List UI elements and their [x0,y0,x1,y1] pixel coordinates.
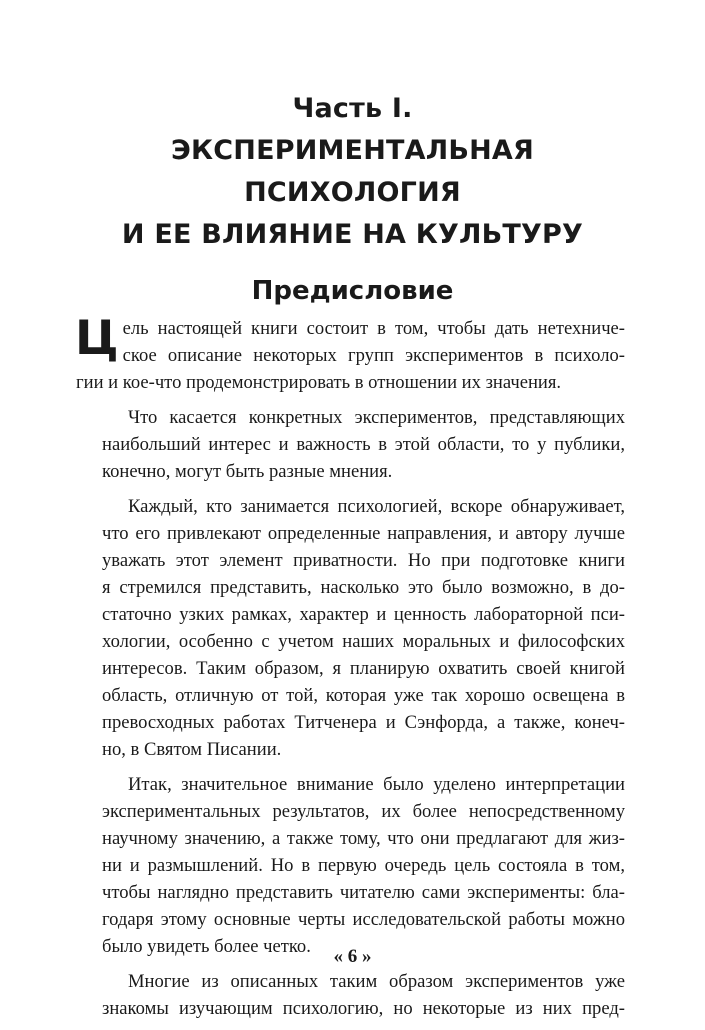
part-heading-line: ЭКСПЕРИМЕНТАЛЬНАЯ [170,135,535,166]
paragraph [76,968,625,1022]
text-line: научному значению, а также тому, что они предлагают для жиз- [102,828,625,849]
text-line: экспериментальных результатов, их более непосредственному [102,801,625,822]
paragraph [76,771,625,960]
part-heading [0,88,705,256]
text-line: наибольший интерес и важность в этой области, то у публики, [102,434,625,455]
text-line: интересов. Таким образом, я планирую охватить своей книгой [102,658,625,679]
text-line: было увидеть более четко. [102,936,311,957]
text-line: годаря этому основные черты исследовательской работы можно [102,909,625,930]
section-title: Предисловие [251,276,454,306]
paragraph [76,493,625,763]
text-line: ни и размышлений. Но в первую очередь цель состояла в том, [102,855,625,876]
drop-cap: Ц [75,311,119,366]
text-line: ское описание некоторых групп экспериментов в психоло- [122,345,625,366]
text-line: я стремился представить, насколько это было возможно, в до- [102,577,625,598]
text-line: Итак, значительное внимание было уделено интерпретации [128,774,625,795]
text-line: что его привлекают определенные направления, и автору лучше [102,523,625,544]
paragraph [76,404,625,485]
part-heading-line: ПСИХОЛОГИЯ [244,177,461,208]
body-text [75,311,625,1030]
text-line: Что касается конкретных экспериментов, представляющих [128,407,625,428]
text-line: Каждый, кто занимается психологией, вскоре обнаруживает, [128,496,625,517]
text-line: гии и кое-что продемонстрировать в отношении их значения. [76,372,562,393]
text-line: но, в Святом Писании. [102,739,282,760]
text-line: хологии, особенно с учетом наших моральных и философских [102,631,625,652]
text-line: статочно узких рамках, характер и ценность лабораторной пси- [102,604,625,625]
text-line: ель настоящей книги состоит в том, чтобы дать нетехниче- [122,318,625,339]
text-line: Многие из описанных таким образом экспериментов уже [128,971,625,992]
text-line: чтобы наглядно представить читателю сами эксперименты: бла- [102,882,625,903]
text-line: превосходных работах Титченера и Сэнфорда, а также, конеч- [102,712,625,733]
page-number: « 6 » [333,946,372,967]
part-heading-line: И ЕЕ ВЛИЯНИЕ НА КУЛЬТУРУ [121,219,584,250]
text-line: конечно, могут быть разные мнения. [102,461,393,482]
paragraph [75,311,625,396]
text-line: знакомы изучающим психологию, но некоторые из них пред- [102,998,625,1019]
text-line: уважать этот элемент приватности. Но при подготовке книги [102,550,625,571]
text-line: область, отличную от той, которая уже так хорошо освещена в [102,685,625,706]
part-heading-line: Часть I. [292,93,413,124]
